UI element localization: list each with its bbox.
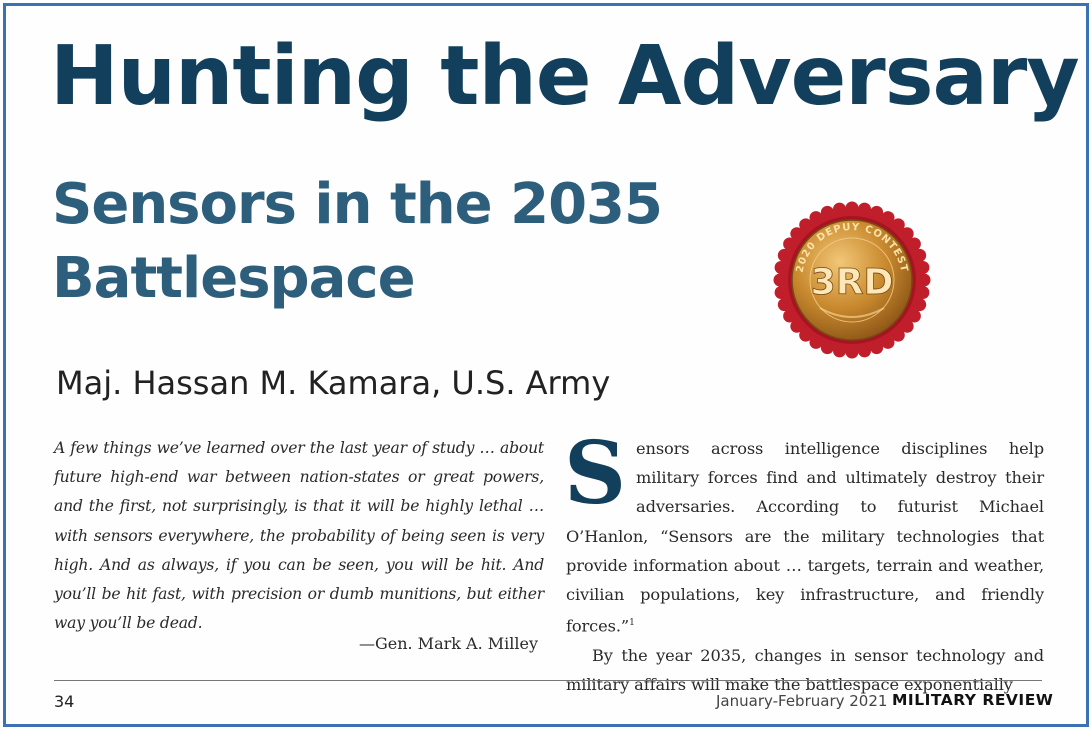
magazine-page [3,3,1089,727]
epigraph-quote: A few things we’ve learned over the last year of study … about future high-end war between nation-states or great powers, and the first, not surprisingly, is that it will be highly lethal … with sensors everywhere, the probability of being seen is very high. And as always, if you can be seen, you will be hit. And you’ll be hit fast, with precision or dumb munitions, but either way you’ll be dead. [54,439,544,633]
footer-rule [54,680,1042,681]
seal-rank: 3RD [810,262,894,303]
epigraph [54,434,544,638]
award-seal [770,198,934,362]
page-number: 34 [54,692,75,711]
journal-name: MILITARY REVIEW [892,691,1054,709]
body-paragraph-2: By the year 2035, changes in sensor technology and military affairs will make the battlespace exponentially [566,645,1044,695]
article-subtitle: Sensors in the 2035 Battlespace [52,172,662,311]
author-byline: Maj. Hassan M. Kamara, U.S. Army [56,364,611,402]
epigraph-attribution: —Gen. Mark A. Milley [358,634,538,653]
body-text-column [564,423,1044,699]
article-title: Hunting the Adversary [50,29,1079,124]
footnote-ref[interactable]: 1 [629,618,635,629]
issue-date: January-February 2021 [716,692,888,710]
drop-cap: S [564,423,627,524]
body-paragraph-1: ensors across intelligence disciplines help military forces find and ultimately destroy their adversaries. According to futurist Michael O’Hanlon, “Sensors are the military technologies that provide information about … targets, terrain and weather, civilian populations, key infrastructure, and friendly forces.”$^1$ [566,439,1044,636]
seal-ring-text: 2020 DEPUY CONTEST [794,221,910,274]
